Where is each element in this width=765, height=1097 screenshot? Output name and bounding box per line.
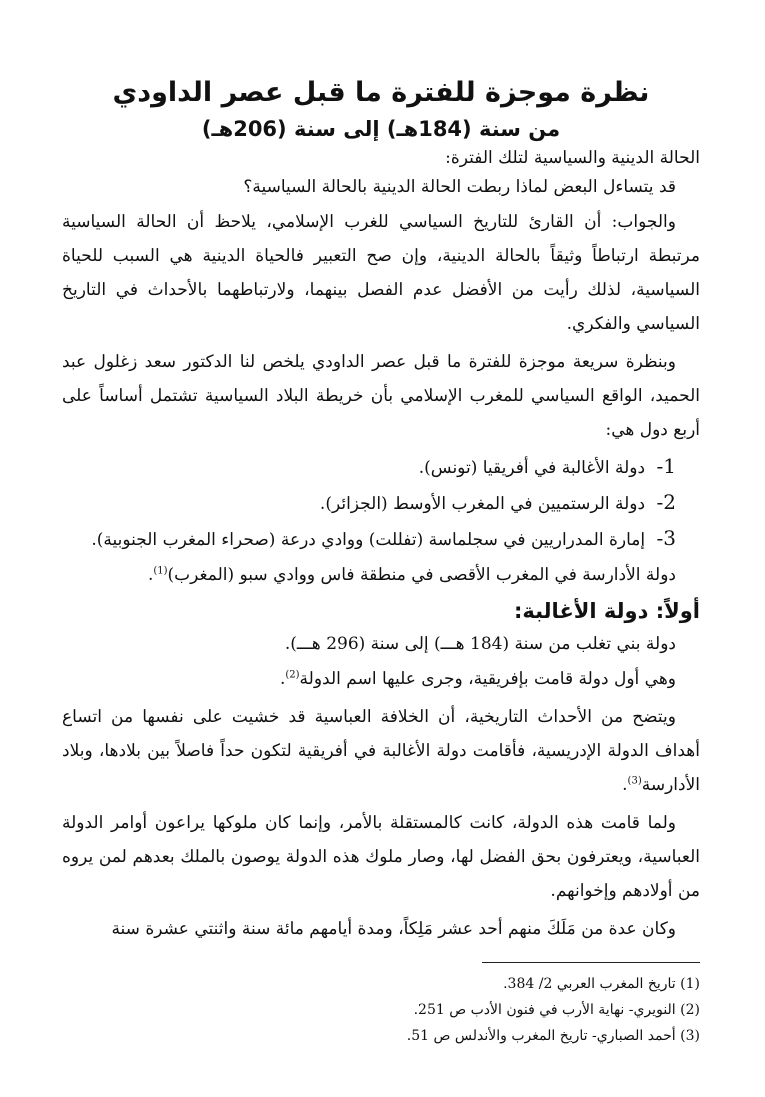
- footnote-divider: [482, 962, 700, 963]
- footnote-ref-3: (3): [627, 775, 642, 787]
- aghlabid-first-state-text: وهي أول دولة قامت بإفريقية، وجرى عليها اسم الدولة: [299, 669, 676, 689]
- page-subtitle: من سنة (184هـ) إلى سنة (206هـ): [201, 117, 561, 141]
- footnote-ref-2: (2): [285, 669, 300, 681]
- kings-paragraph: وكان عدة من مَلَكَ منهم أحد عشر مَلِكاً، ومدة أيامهم مائة سنة واثنتي عشرة سنة: [111, 919, 676, 939]
- abbasid-text: ويتضح من الأحداث التاريخية، أن الخلافة العباسية قد خشيت على نفسها من اتساع أهداف الدولة الإدريسية، فأقامت دولة الأغالبة في أفريقية لتكون حداً فاصلاً بين بلادها، وبلاد الأدارسة: [62, 707, 700, 795]
- footnote-ref-1: (1): [153, 565, 168, 577]
- states-list: [62, 449, 700, 557]
- footnote-1: (1) تاريخ المغرب العربي 2/ 384.: [503, 976, 700, 992]
- independence-paragraph: ولما قامت هذه الدولة، كانت كالمستقلة بالأمر، وإنما كان ملوكها يراعون أوامر الدولة العباسية، ويعترفون بحق الفضل لها، وصار ملوك هذه الدولة يوصون بالملك بعدهم لمن يروه من أولادهم وإخوانهم.: [62, 813, 700, 901]
- summary-paragraph: وبنظرة سريعة موجزة للفترة ما قبل عصر الداودي يلخص لنا الدكتور سعد زغلول عبد الحميد، الواقع السياسي للمغرب الإسلامي بأن خريطة البلاد السياسية تشتمل أساساً على أربع دول هي:: [62, 352, 700, 440]
- list-item: [62, 521, 700, 557]
- intro-heading: الحالة الدينية والسياسية لتلك الفترة:: [445, 148, 700, 168]
- list-item-number: 2-: [656, 490, 676, 514]
- abbasid-paragraph: ويتضح من الأحداث التاريخية، أن الخلافة العباسية قد خشيت على نفسها من اتساع أهداف الدولة الإدريسية، فأقامت دولة الأغالبة في أفريقية لتكون حداً فاصلاً بين بلادها، وبلاد الأدارسة$^{(3)}$.: [62, 707, 700, 795]
- footnotes-section: [62, 962, 700, 1049]
- page-title: نظرة موجزة للفترة ما قبل عصر الداودي: [112, 77, 650, 108]
- list-item-text: دولة الرستميين في المغرب الأوسط (الجزائر).: [319, 494, 646, 514]
- question-line: قد يتساءل البعض لماذا ربطت الحالة الدينية بالحالة السياسية؟: [243, 177, 676, 197]
- idrisid-text: دولة الأدارسة في المغرب الأقصى في منطقة فاس ووادي سبو (المغرب): [167, 565, 676, 585]
- document-page: [62, 76, 700, 946]
- aghlabid-first-state-line: وهي أول دولة قامت بإفريقية، وجرى عليها اسم الدولة$^{(2)}$.: [279, 669, 676, 689]
- list-item-text: إمارة المدراريين في سجلماسة (تفللت) ووادي درعة (صحراء المغرب الجنوبية).: [91, 530, 646, 550]
- section-heading-aghlabids: أولاً: دولة الأغالبة:: [513, 599, 700, 623]
- answer-paragraph: والجواب: أن القارئ للتاريخ السياسي للغرب الإسلامي، يلاحظ أن الحالة السياسية مرتبطة ارتباطاً وثيقاً بالحالة الدينية، وإن صح التعبير فالحياة الدينية هي السبب للحياة السياسية، لذلك رأيت من الأفضل عدم الفصل بينهما، ولارتباطهما بالأحداث في التاريخ السياسي والفكري.: [62, 212, 700, 334]
- footnote-3: (3) أحمد الصباري- تاريخ المغرب والأندلس ص 51.: [406, 1028, 700, 1044]
- list-item: [62, 485, 700, 521]
- list-item-number: 1-: [656, 454, 676, 478]
- list-item-text: دولة الأغالبة في أفريقيا (تونس).: [418, 458, 646, 478]
- list-item: [62, 449, 700, 485]
- aghlabid-dates-line: دولة بني تغلب من سنة (184 هـــ) إلى سنة (296 هـــ).: [284, 634, 676, 654]
- footnote-2: (2) النويري- نهاية الأرب في فنون الأدب ص 251.: [413, 1002, 700, 1018]
- list-item-number: 3-: [656, 526, 676, 550]
- idrisid-line: دولة الأدارسة في المغرب الأقصى في منطقة فاس ووادي سبو (المغرب)$^{(1)}$.: [147, 565, 676, 585]
